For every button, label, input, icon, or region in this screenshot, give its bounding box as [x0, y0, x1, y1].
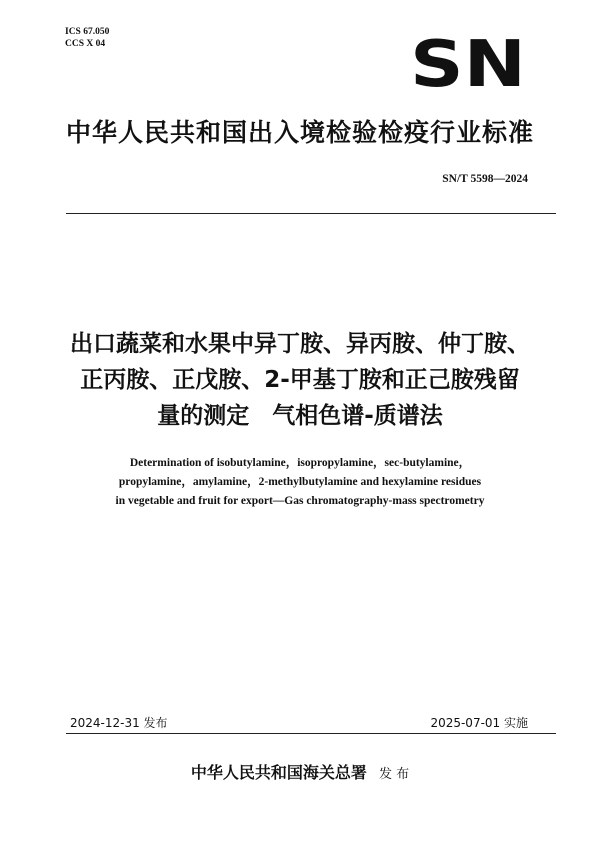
standard-number: SN/T 5598—2024	[442, 173, 528, 185]
english-title-line: in vegetable and fruit for export—Gas chromatography-mass spectrometry	[115, 495, 485, 507]
sn-logo	[408, 36, 528, 90]
issuer-name: 中华人民共和国海关总署	[190, 763, 367, 782]
top-divider	[66, 213, 556, 214]
english-title-line: propylamine，amylamine，2-methylbutylamine and hexylamine residues	[118, 476, 482, 488]
bottom-divider	[66, 733, 556, 734]
implementation-date: 2025-07-01 实施	[430, 716, 528, 730]
sn-logo-text: SN	[410, 36, 526, 90]
ics-code: ICS 67.050	[65, 27, 110, 37]
english-title-line: Determination of isobutylamine，isopropylamine，sec-butylamine，	[129, 457, 471, 469]
chinese-title-line: 量的测定 气相色谱-质谱法	[157, 403, 443, 429]
english-title	[40, 454, 560, 511]
issue-date: 2024-12-31 发布	[70, 716, 168, 730]
ccs-code: CCS X 04	[65, 39, 106, 49]
classification-codes	[65, 26, 109, 50]
issuer-suffix: 发 布	[378, 767, 410, 782]
chinese-title-line: 正丙胺、正戊胺、2-甲基丁胺和正己胺残留	[80, 367, 520, 393]
chinese-title	[40, 326, 560, 434]
issuer	[0, 760, 600, 783]
organization-title: 中华人民共和国出入境检验检疫行业标准	[65, 118, 534, 147]
chinese-title-line: 出口蔬菜和水果中异丁胺、异丙胺、仲丁胺、	[70, 331, 530, 357]
